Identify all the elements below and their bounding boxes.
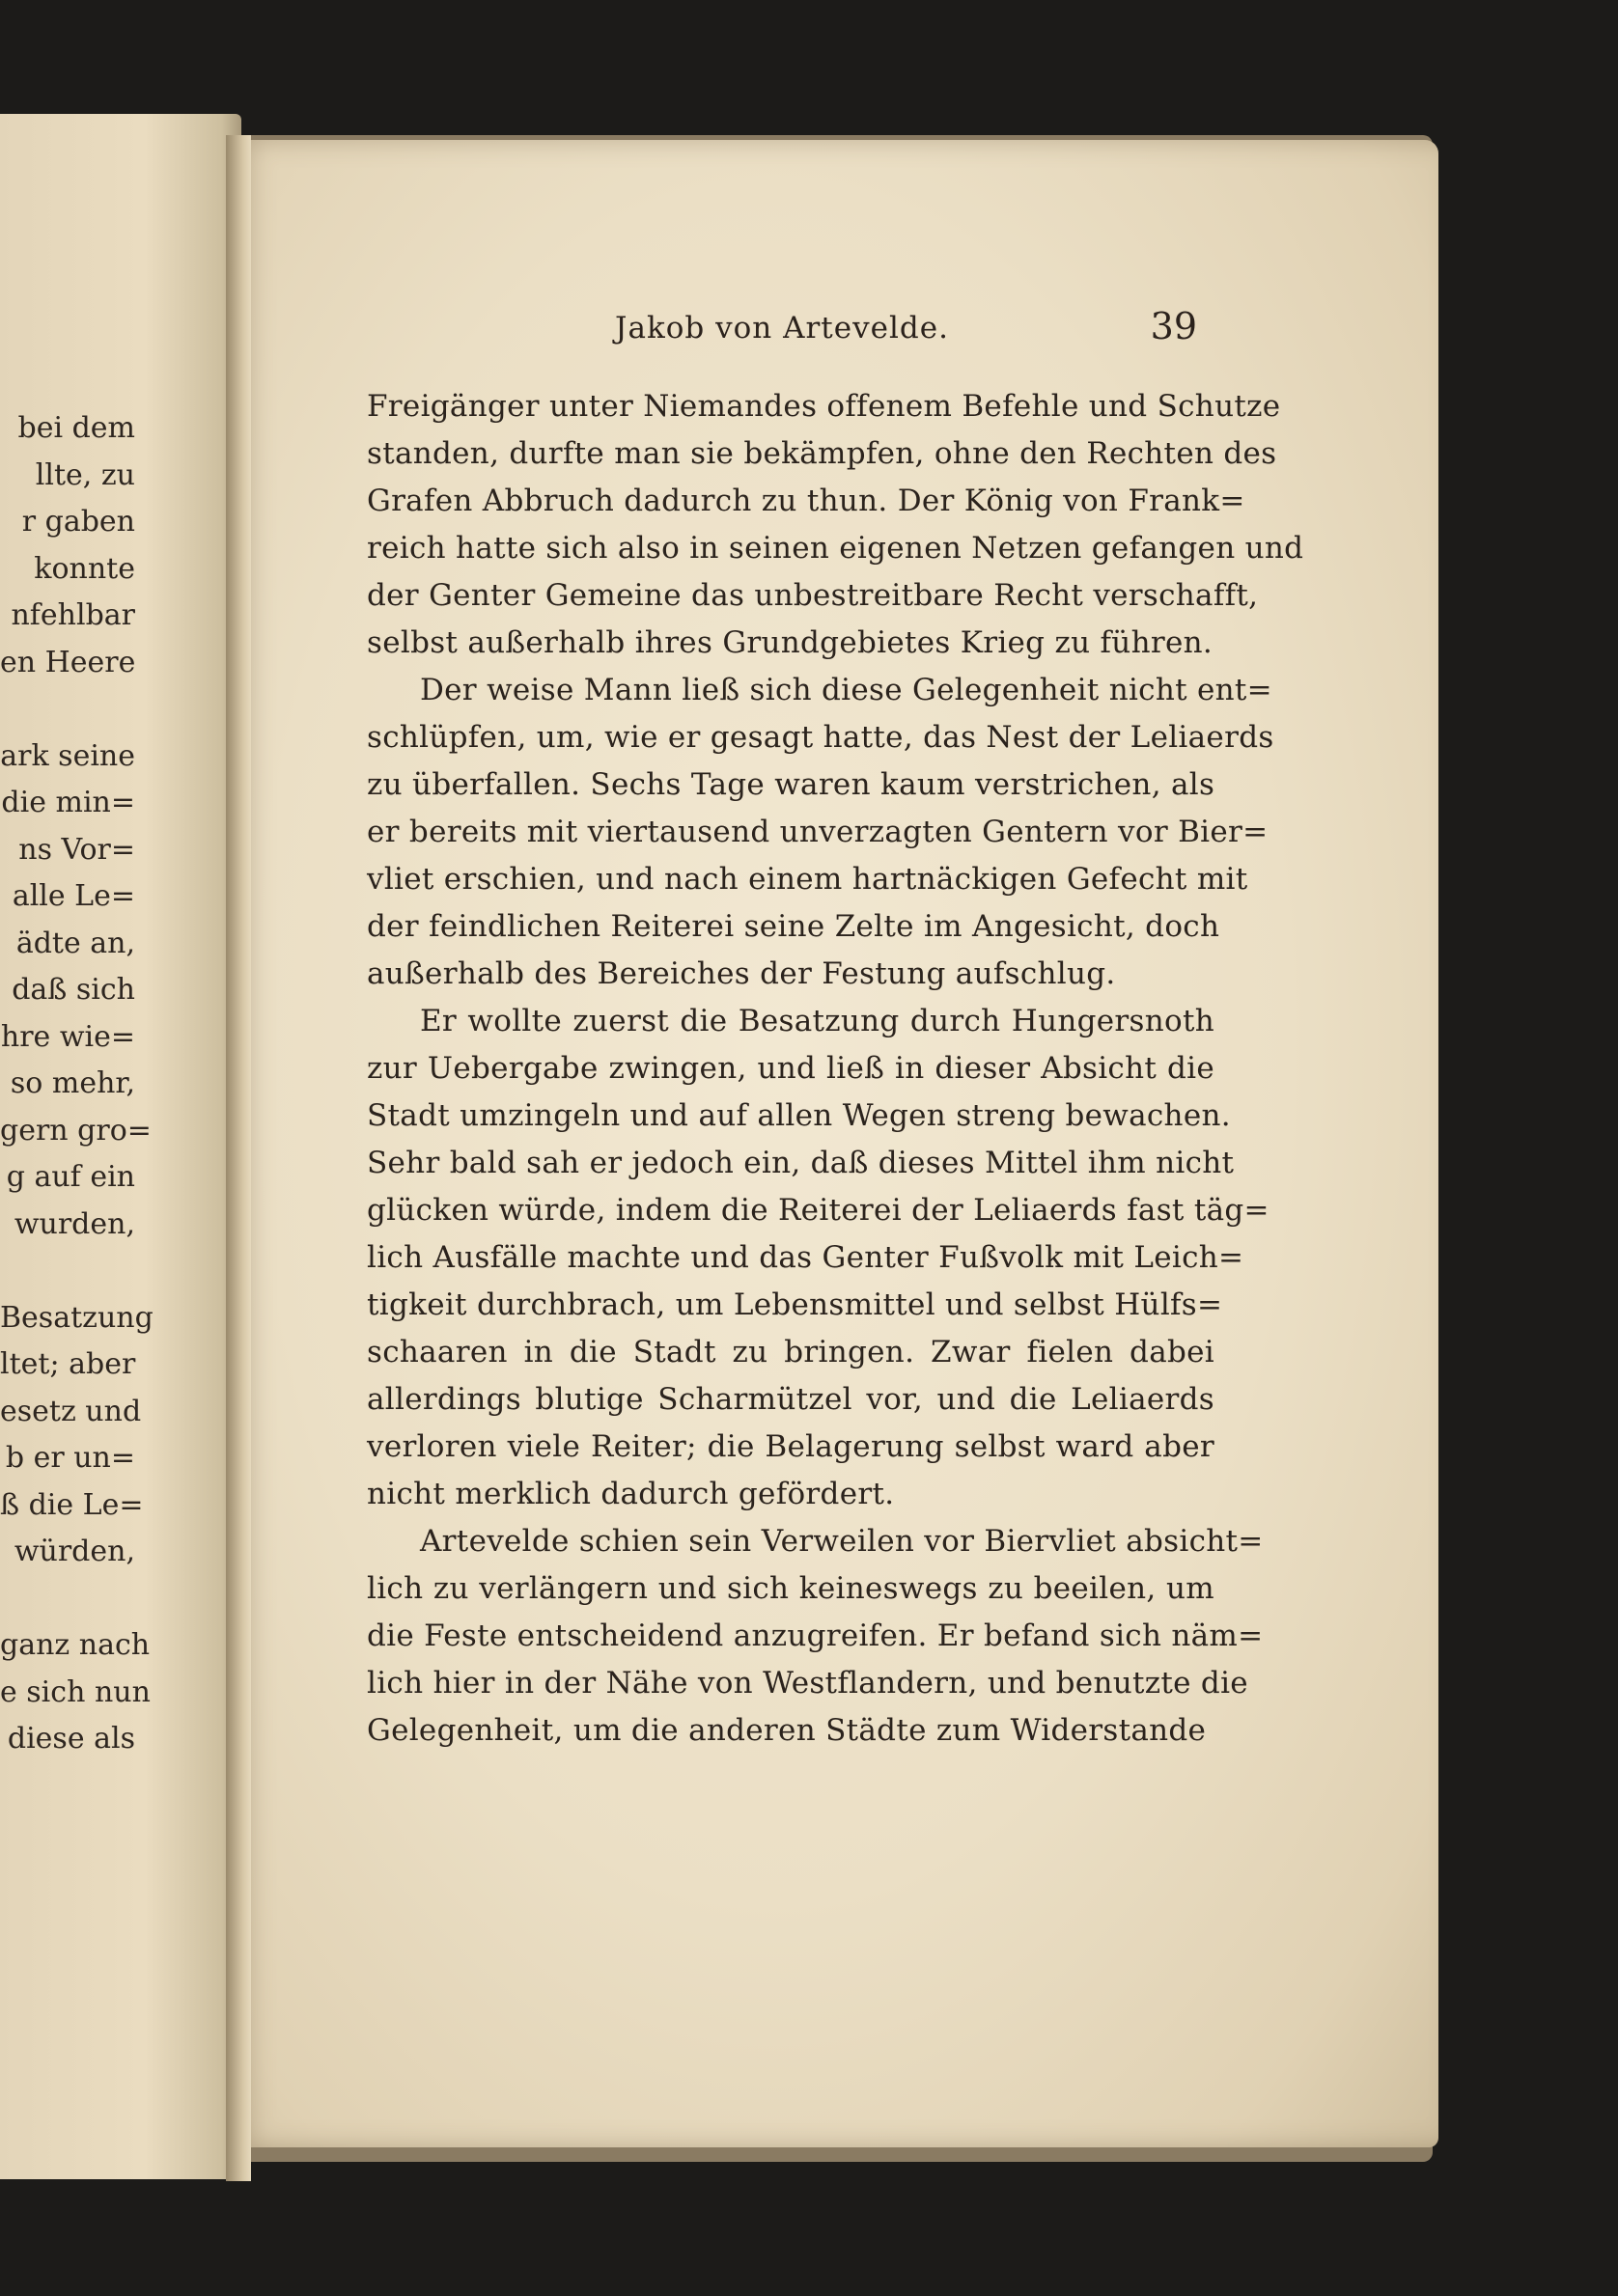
left-page-line: en Heere xyxy=(0,645,136,679)
paragraph xyxy=(367,383,1304,667)
text-line: außerhalb des Bereiches der Festung aufschlug. xyxy=(367,956,1116,991)
text-line: glücken würde, indem die Reiterei der Leliaerds fast täg= xyxy=(367,1193,1269,1228)
left-page-line: e sich nun xyxy=(0,1674,151,1709)
left-page-line: Besatzung xyxy=(0,1300,153,1335)
left-page-line: g auf ein xyxy=(6,1160,135,1194)
left-page-line: wurden, xyxy=(14,1206,135,1241)
left-page-line: esetz und xyxy=(0,1394,142,1428)
text-line: lich Ausfälle machte und das Genter Fußvolk mit Leich= xyxy=(367,1240,1244,1275)
text-line: vliet erschien, und nach einem hartnäckigen Gefecht mit xyxy=(367,862,1248,897)
paragraph xyxy=(367,667,1274,998)
text-line: tigkeit durchbrach, um Lebensmittel und selbst Hülfs= xyxy=(367,1287,1223,1322)
text-line: Grafen Abbruch dadurch zu thun. Der König von Frank= xyxy=(367,484,1245,518)
text-line: er bereits mit viertausend unverzagten Gentern vor Bier= xyxy=(367,815,1269,849)
running-title: Jakob von Artevelde. xyxy=(615,311,949,346)
text-line: reich hatte sich also in seinen eigenen Netzen gefangen und xyxy=(367,531,1304,566)
left-page-line: konnte xyxy=(34,551,135,586)
left-paragraph-gap xyxy=(0,686,135,733)
left-page-line: daß sich xyxy=(12,973,135,1007)
text-line: allerdings blutige Scharmützel vor, und die Leliaerds xyxy=(367,1382,1214,1417)
left-page-line: würden, xyxy=(14,1535,135,1568)
text-line: Gelegenheit, um die anderen Städte zum Widerstande xyxy=(367,1713,1207,1748)
text-line: der Genter Gemeine das unbestreitbare Recht verschafft, xyxy=(367,578,1259,613)
left-page-line: ns Vor= xyxy=(18,832,135,867)
left-page-line: b er un= xyxy=(5,1441,135,1475)
book-gutter xyxy=(226,135,251,2181)
text-line: standen, durfte man sie bekämpfen, ohne den Rechten des xyxy=(367,436,1277,471)
left-page-line: alle Le= xyxy=(12,879,135,913)
page-number: 39 xyxy=(1150,305,1197,347)
text-line: Sehr bald sah er jedoch ein, daß dieses Mittel ihm nicht xyxy=(367,1146,1235,1180)
left-page-line: ß die Le= xyxy=(0,1487,144,1522)
left-page-line: nfehlbar xyxy=(11,598,135,632)
text-line: schlüpfen, um, wie er gesagt hatte, das Nest der Leliaerds xyxy=(367,720,1274,755)
left-paragraph-gap xyxy=(0,1248,135,1295)
left-page-line: r gaben xyxy=(21,505,135,539)
left-page-line: diese als xyxy=(7,1722,135,1756)
left-page-line: ganz nach xyxy=(0,1628,151,1662)
text-line: Stadt umzingeln und auf allen Wegen streng bewachen. xyxy=(367,1098,1231,1133)
text-line: selbst außerhalb ihres Grundgebietes Krieg zu führen. xyxy=(367,625,1214,660)
left-page-line: ltet; aber xyxy=(0,1347,136,1381)
text-line: Der weise Mann ließ sich diese Gelegenheit nicht ent= xyxy=(420,673,1272,707)
text-line: zur Uebergabe zwingen, und ließ in dieser Absicht die xyxy=(367,1051,1214,1086)
left-page-line: bei dem xyxy=(17,411,135,445)
body-text xyxy=(367,383,1304,1755)
text-line: der feindlichen Reiterei seine Zelte im Angesicht, doch xyxy=(367,909,1220,944)
left-page-line: so mehr, xyxy=(10,1066,135,1100)
left-page-line: gern gro= xyxy=(0,1113,152,1148)
text-line: die Feste entscheidend anzugreifen. Er befand sich näm= xyxy=(367,1618,1264,1653)
left-page-text xyxy=(0,405,153,1763)
left-page-line: llte, zu xyxy=(35,457,135,492)
left-paragraph-gap xyxy=(0,1576,135,1623)
paragraph xyxy=(367,998,1269,1518)
text-line: schaaren in die Stadt zu bringen. Zwar fielen dabei xyxy=(367,1335,1214,1369)
paragraph xyxy=(367,1518,1264,1755)
text-line: lich hier in der Nähe von Westflandern, und benutzte die xyxy=(367,1666,1248,1701)
text-line: lich zu verlängern und sich keineswegs zu beeilen, um xyxy=(367,1571,1214,1606)
text-line: verloren viele Reiter; die Belagerung selbst ward aber xyxy=(367,1429,1214,1464)
left-page-line: ark seine xyxy=(0,738,135,773)
text-line: Artevelde schien sein Verweilen vor Biervliet absicht= xyxy=(420,1524,1264,1559)
left-page-line: hre wie= xyxy=(0,1019,135,1054)
left-page-line: ädte an, xyxy=(15,926,135,960)
text-line: zu überfallen. Sechs Tage waren kaum verstrichen, als xyxy=(367,767,1215,802)
text-line: Er wollte zuerst die Besatzung durch Hungersnoth xyxy=(420,1004,1214,1038)
text-line: nicht merklich dadurch gefördert. xyxy=(367,1477,895,1511)
page-header xyxy=(367,305,1197,359)
text-line: Freigänger unter Niemandes offenem Befehle und Schutze xyxy=(367,389,1281,424)
left-page-line: die min= xyxy=(1,786,135,819)
